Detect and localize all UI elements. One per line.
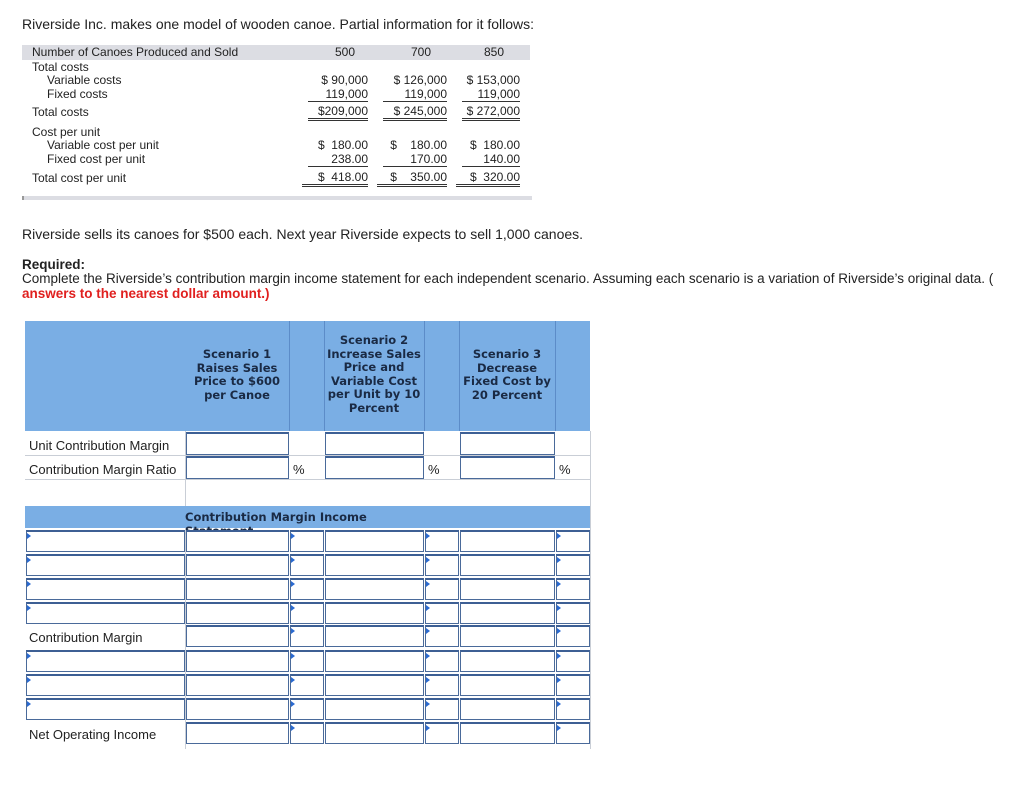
dropdown-marker-icon	[557, 581, 561, 587]
unit-cm-s2-input[interactable]	[325, 432, 424, 455]
dropdown-marker-icon	[557, 557, 561, 563]
scenario1-header: Scenario 1 Raises Sales Price to $600 per Canoe	[193, 347, 281, 402]
cmis-dollar-input[interactable]	[556, 554, 590, 576]
dropdown-marker-icon	[426, 725, 430, 731]
cmis-dollar-input[interactable]	[425, 602, 459, 624]
cmis-dollar-input[interactable]	[556, 530, 590, 552]
dropdown-marker-icon	[557, 677, 561, 683]
scenario2-header: Scenario 2 Increase Sales Price and Variable Cost per Unit by 10 Percent	[327, 333, 421, 415]
cmis-label-input[interactable]	[26, 554, 185, 576]
dropdown-marker-icon	[27, 533, 31, 539]
cm-ratio-s3-input[interactable]	[460, 456, 555, 479]
dropdown-marker-icon	[27, 653, 31, 659]
dropdown-marker-icon	[426, 677, 430, 683]
percent-sign: %	[559, 462, 571, 477]
cmis-dollar-input[interactable]	[556, 578, 590, 600]
col-500: 500	[335, 45, 356, 59]
cmis-dollar-input[interactable]	[290, 625, 324, 647]
cmis-label-input[interactable]	[26, 698, 185, 720]
dropdown-marker-icon	[557, 701, 561, 707]
fixed-costs-500: 119,000	[308, 88, 368, 102]
variable-cpu-850: $ 180.00	[469, 138, 520, 152]
cost-per-unit-heading: Cost per unit	[32, 125, 101, 139]
cmis-dollar-input[interactable]	[290, 554, 324, 576]
cost-table-footer	[22, 196, 532, 200]
cmis-amount-input[interactable]	[325, 625, 424, 647]
variable-costs-700: $ 126,000	[393, 73, 447, 87]
cmis-amount-input[interactable]	[460, 625, 555, 647]
dropdown-marker-icon	[27, 557, 31, 563]
total-cpu-700: $ 350.00	[377, 171, 447, 187]
cmis-amount-input[interactable]	[186, 554, 289, 576]
cm-ratio-label: Contribution Margin Ratio	[29, 462, 177, 477]
cmis-amount-input[interactable]	[186, 530, 289, 552]
header-label: Number of Canoes Produced and Sold	[32, 45, 239, 59]
dropdown-marker-icon	[426, 557, 430, 563]
cmis-dollar-input[interactable]	[425, 625, 459, 647]
cmis-dollar-input[interactable]	[556, 674, 590, 696]
fixed-cpu-700: 170.00	[383, 153, 447, 167]
cmis-dollar-input[interactable]	[290, 578, 324, 600]
answer-grid	[25, 321, 590, 749]
fixed-costs-850: 119,000	[462, 88, 520, 102]
variable-costs-500: $ 90,000	[321, 73, 368, 87]
col-700: 700	[411, 45, 432, 59]
cmis-amount-input[interactable]	[186, 698, 289, 720]
cmis-amount-input[interactable]	[186, 674, 289, 696]
cmis-dollar-input[interactable]	[425, 530, 459, 552]
cmis-amount-input[interactable]	[325, 674, 424, 696]
variable-costs-label: Variable costs	[47, 73, 122, 87]
cmis-dollar-input[interactable]	[290, 698, 324, 720]
dropdown-marker-icon	[426, 605, 430, 611]
cmis-amount-input[interactable]	[325, 578, 424, 600]
sells-text: Riverside sells its canoes for $500 each. Next year Riverside expects to sell 1,000 canoes.	[22, 226, 584, 242]
cmis-label-input[interactable]	[26, 578, 185, 600]
total-cpu-500: $ 418.00	[302, 171, 368, 187]
fixed-cpu-500: 238.00	[308, 153, 368, 167]
cmis-label-input[interactable]	[26, 674, 185, 696]
cm-ratio-s2-input[interactable]	[325, 456, 424, 479]
cmis-label-input[interactable]	[26, 602, 185, 624]
dropdown-marker-icon	[426, 701, 430, 707]
cmis-label-input[interactable]	[26, 650, 185, 672]
unit-cm-label: Unit Contribution Margin	[29, 438, 170, 453]
cmis-amount-input[interactable]	[325, 602, 424, 624]
total-cpu-850: $ 320.00	[456, 171, 520, 187]
dropdown-marker-icon	[426, 581, 430, 587]
net-operating-income-label: Net Operating Income	[29, 727, 157, 742]
cmis-amount-input[interactable]	[460, 530, 555, 552]
dropdown-marker-icon	[291, 677, 295, 683]
cmis-amount-input[interactable]	[460, 554, 555, 576]
dropdown-marker-icon	[291, 605, 295, 611]
required-instruction: answers to the nearest dollar amount.)	[22, 286, 270, 301]
cmis-amount-input[interactable]	[460, 650, 555, 672]
dropdown-marker-icon	[557, 605, 561, 611]
cmis-dollar-input[interactable]	[425, 578, 459, 600]
cmis-amount-input[interactable]	[460, 602, 555, 624]
cmis-dollar-input[interactable]	[556, 650, 590, 672]
fixed-costs-label: Fixed costs	[47, 87, 108, 101]
cmis-dollar-input[interactable]	[425, 650, 459, 672]
cmis-dollar-input[interactable]	[425, 674, 459, 696]
cmis-amount-input[interactable]	[460, 674, 555, 696]
variable-costs-850: $ 153,000	[466, 73, 520, 87]
contribution-margin-label: Contribution Margin	[29, 630, 143, 645]
dropdown-marker-icon	[426, 628, 430, 634]
total-costs-500: $209,000	[308, 105, 368, 121]
cmis-amount-input[interactable]	[460, 722, 555, 744]
dropdown-marker-icon	[557, 653, 561, 659]
cmis-amount-input[interactable]	[325, 698, 424, 720]
total-costs-label: Total costs	[32, 105, 89, 119]
cmis-amount-input[interactable]	[186, 625, 289, 647]
dropdown-marker-icon	[291, 701, 295, 707]
dropdown-marker-icon	[291, 581, 295, 587]
dropdown-marker-icon	[291, 628, 295, 634]
dropdown-marker-icon	[557, 628, 561, 634]
dropdown-marker-icon	[27, 677, 31, 683]
unit-cm-s3-input[interactable]	[460, 432, 555, 455]
cmis-dollar-input[interactable]	[556, 722, 590, 744]
unit-cm-s1-input[interactable]	[186, 432, 289, 455]
cmis-dollar-input[interactable]	[290, 674, 324, 696]
variable-cpu-500: $ 180.00	[317, 138, 368, 152]
cm-ratio-s1-input[interactable]	[186, 456, 289, 479]
dropdown-marker-icon	[426, 533, 430, 539]
variable-cpu-700: $ 180.00	[390, 138, 447, 152]
cmis-dollar-input[interactable]	[556, 625, 590, 647]
dropdown-marker-icon	[291, 653, 295, 659]
cmis-dollar-input[interactable]	[425, 698, 459, 720]
fixed-costs-700: 119,000	[383, 88, 447, 102]
cmis-dollar-input[interactable]	[290, 650, 324, 672]
total-costs-700: $ 245,000	[383, 105, 447, 121]
total-costs-heading: Total costs	[32, 60, 89, 74]
cmis-dollar-input[interactable]	[290, 530, 324, 552]
cmis-amount-input[interactable]	[186, 722, 289, 744]
cmis-dollar-input[interactable]	[425, 722, 459, 744]
dropdown-marker-icon	[291, 725, 295, 731]
cmis-amount-input[interactable]	[325, 554, 424, 576]
total-cpu-label: Total cost per unit	[32, 171, 127, 185]
dropdown-marker-icon	[291, 557, 295, 563]
cmis-amount-input[interactable]	[186, 602, 289, 624]
percent-sign: %	[293, 462, 305, 477]
cmis-dollar-input[interactable]	[556, 698, 590, 720]
required-label: Required:	[22, 257, 86, 272]
cmis-amount-input[interactable]	[186, 650, 289, 672]
cmis-dollar-input[interactable]	[556, 602, 590, 624]
fixed-cpu-850: 140.00	[462, 153, 520, 167]
cmis-amount-input[interactable]	[186, 578, 289, 600]
total-costs-850: $ 272,000	[462, 105, 520, 121]
dropdown-marker-icon	[557, 533, 561, 539]
cmis-dollar-input[interactable]	[290, 722, 324, 744]
cmis-dollar-input[interactable]	[425, 554, 459, 576]
cmis-amount-input[interactable]	[325, 530, 424, 552]
cmis-title: Contribution Margin Income	[185, 510, 367, 524]
fixed-cpu-label: Fixed cost per unit	[47, 152, 146, 166]
scenario3-header: Scenario 3 Decrease Fixed Cost by 20 Percent	[463, 347, 551, 402]
col-850: 850	[484, 45, 505, 59]
cmis-dollar-input[interactable]	[290, 602, 324, 624]
dropdown-marker-icon	[426, 653, 430, 659]
dropdown-marker-icon	[27, 581, 31, 587]
dropdown-marker-icon	[557, 725, 561, 731]
cmis-amount-input[interactable]	[460, 698, 555, 720]
cmis-amount-input[interactable]	[460, 578, 555, 600]
intro-text: Riverside Inc. makes one model of wooden canoe. Partial information for it follows:	[22, 16, 535, 32]
cmis-label-input[interactable]	[26, 530, 185, 552]
cmis-amount-input[interactable]	[325, 722, 424, 744]
cmis-amount-input[interactable]	[325, 650, 424, 672]
variable-cpu-label: Variable cost per unit	[47, 138, 159, 152]
dropdown-marker-icon	[27, 701, 31, 707]
dropdown-marker-icon	[27, 605, 31, 611]
required-text: Complete the Riverside’s contribution margin income statement for each independent scenario. Assuming each scenario is a variation of Riverside’s original data. (	[22, 271, 994, 286]
dropdown-marker-icon	[291, 533, 295, 539]
percent-sign: %	[428, 462, 440, 477]
